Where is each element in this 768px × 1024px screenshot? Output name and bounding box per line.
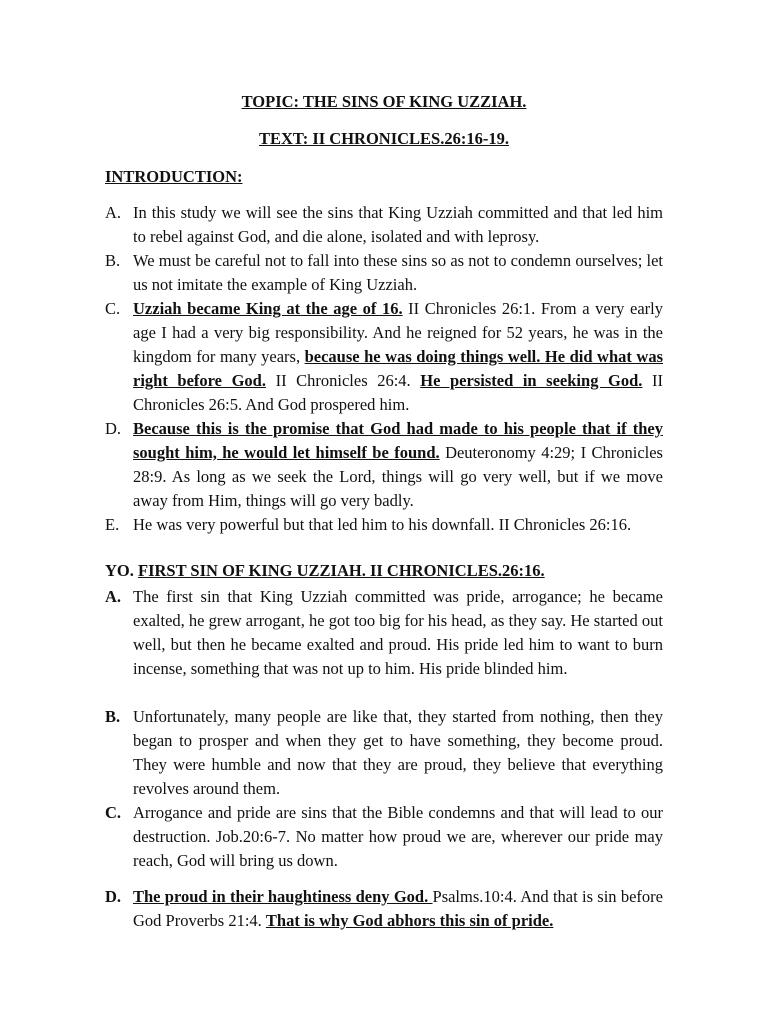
section-item-c (105, 801, 663, 873)
list-marker: E. (105, 515, 120, 534)
intro-item-b-text: We must be careful not to fall into these sins so as not to condemn ourselves; let us not imitate the example of King Uzziah. (133, 251, 663, 294)
section-item-d-text (133, 885, 663, 933)
body-text: II Chronicles 26:4. (265, 371, 421, 390)
section-heading (105, 561, 545, 581)
emphasis-text: Because this is the promise that God had made to his people that if they sought him, he would let himself be found. (133, 419, 663, 462)
scripture-reference: TEXT: II CHRONICLES.26:16-19. (259, 129, 509, 148)
list-marker: C. (105, 299, 121, 318)
emphasis-text: because he was doing things well. He did what was right before God. (133, 347, 663, 390)
intro-item-e (105, 513, 663, 537)
intro-item-d (105, 417, 663, 513)
intro-item-a-text: In this study we will see the sins that King Uzziah committed and that led him to rebel against God, and die alone, isolated and with leprosy. (133, 203, 663, 246)
body-text: Psalms.10:4. And that is sin before God Proverbs 21:4. (133, 887, 663, 930)
emphasis-text: The proud in their haughtiness deny God. (133, 887, 433, 906)
list-marker: D. (105, 887, 122, 906)
intro-item-e-text: He was very powerful but that led him to his downfall. II Chronicles 26:16. (133, 515, 632, 534)
emphasis-text: He persisted in seeking God. (420, 371, 643, 390)
section-item-d (105, 885, 663, 933)
section-item-a (105, 585, 663, 681)
emphasis-text: Uzziah became King at the age of 16. (133, 299, 403, 318)
intro-item-c-text (133, 297, 663, 417)
section-item-b (105, 705, 663, 801)
emphasis-text: That is why God abhors this sin of pride. (265, 911, 554, 930)
list-marker: A. (105, 203, 122, 222)
list-marker: A. (105, 587, 122, 606)
body-text: Deuteronomy 4:29; I Chronicles 28:9. As long as we seek the Lord, things will go very well, but if we move away from Him, things will go very badly. (133, 443, 663, 510)
list-marker: D. (105, 419, 122, 438)
body-text: II Chronicles 26:1. From a very early age I had a very big responsibility. And he reigned for 52 years, he was in the kingdom for many years, (133, 299, 663, 366)
introduction-heading: INTRODUCTION: (105, 167, 243, 186)
list-marker: B. (105, 707, 121, 726)
list-marker: B. (105, 251, 121, 270)
section-item-a-text: The first sin that King Uzziah committed was pride, arrogance; he became exalted, he grew arrogant, he got too big for his head, as they say. He started out well, but then he became exalted and proud. His pride led him to want to burn incense, something that was not up to him. His pride blinded him. (133, 587, 663, 678)
body-text: II Chronicles 26:5. And God prospered him. (133, 371, 663, 414)
intro-item-a (105, 201, 663, 249)
page-title: TOPIC: THE SINS OF KING UZZIAH. (241, 92, 527, 111)
intro-item-b (105, 249, 663, 297)
section-item-c-text: Arrogance and pride are sins that the Bible condemns and that will lead to our destruction. Job.20:6-7. No matter how proud we are, wherever our pride may reach, God will bring us down. (133, 803, 663, 870)
intro-item-c (105, 297, 663, 417)
list-marker: C. (105, 803, 122, 822)
section-item-b-text: Unfortunately, many people are like that, they started from nothing, then they began to prosper and when they get to have something, they become proud. They were humble and now that they are proud, they believe that everything revolves around them. (133, 707, 663, 798)
section-number: YO. (105, 561, 138, 580)
intro-item-d-text (133, 417, 663, 513)
section-title: FIRST SIN OF KING UZZIAH. II CHRONICLES.26:16. (138, 561, 545, 580)
